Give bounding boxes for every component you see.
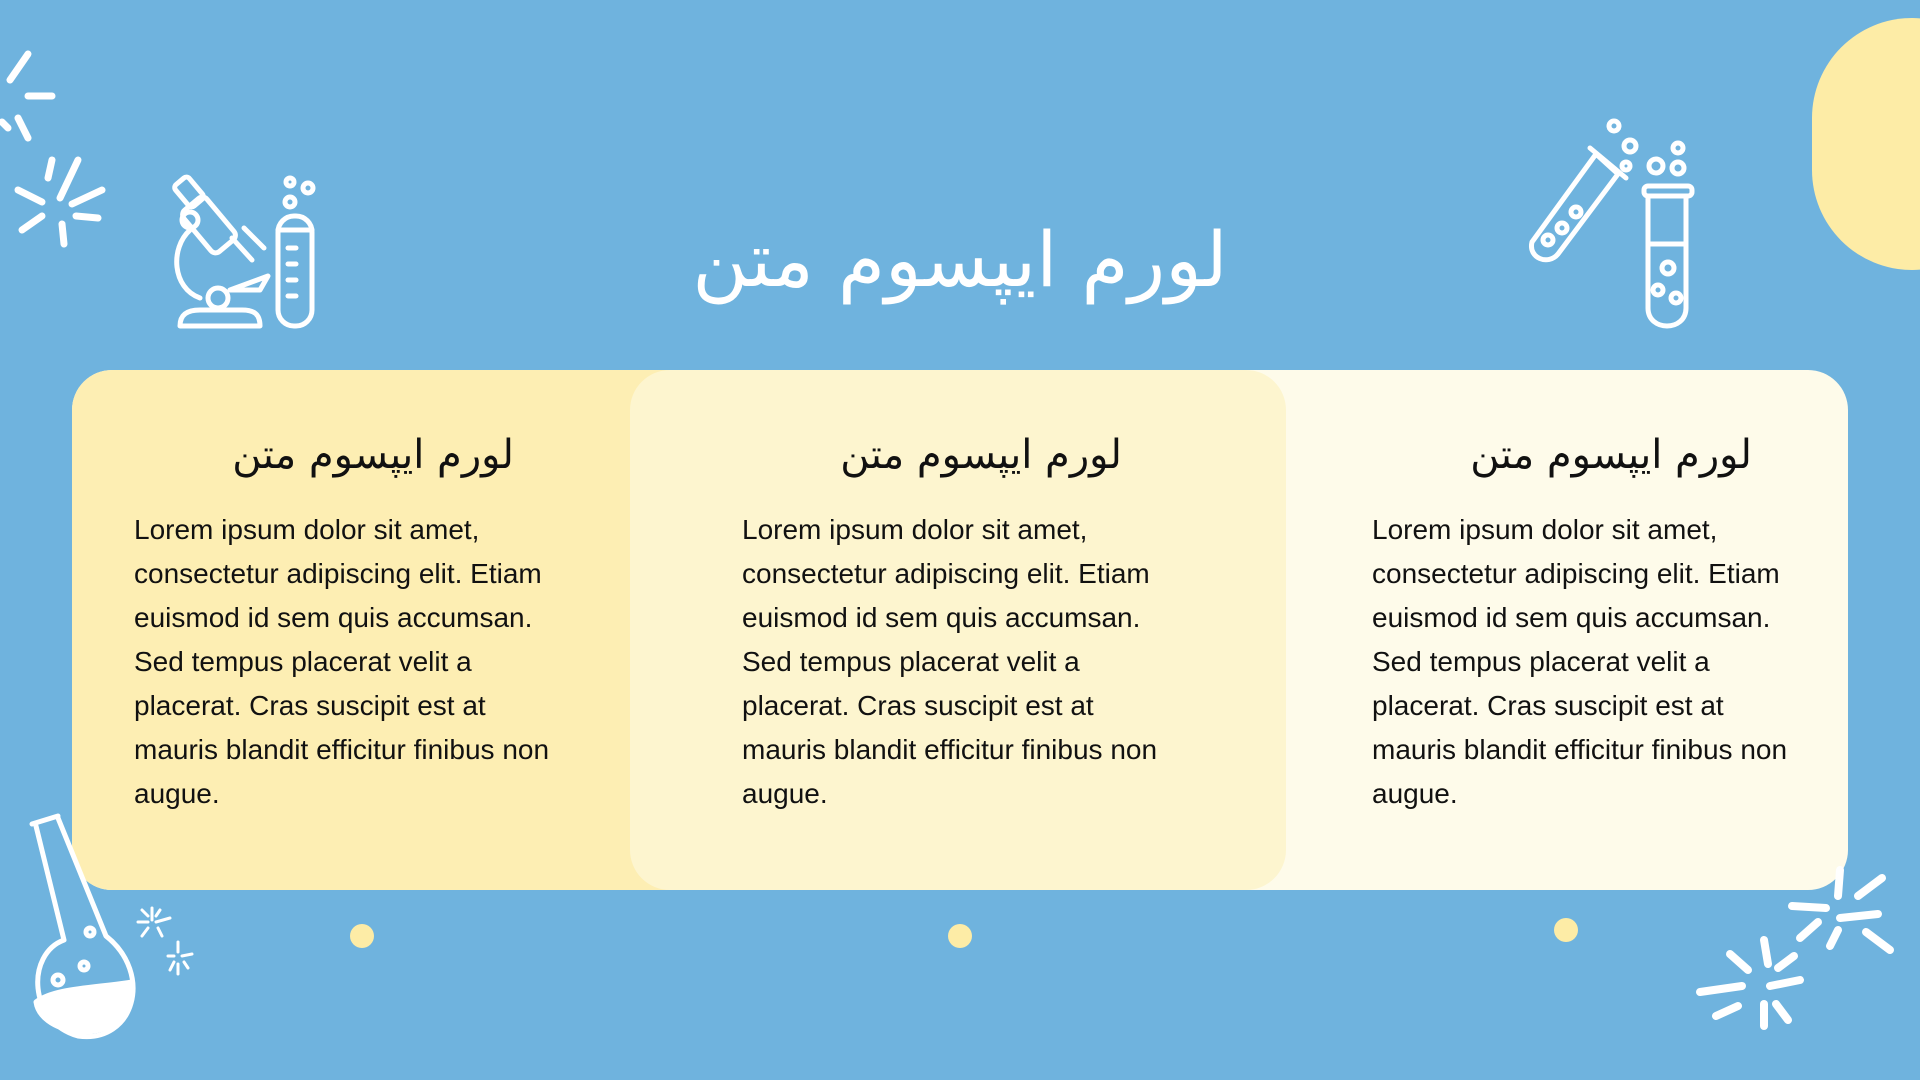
column-heading: لورم ایپسوم متن	[840, 432, 1122, 478]
dot-decoration	[948, 924, 972, 948]
column-left	[134, 430, 574, 816]
column-body: Lorem ipsum dolor sit amet, consectetur adipiscing elit. Etiam euismod id sem quis accumsan. Sed tempus placerat velit a placerat. Cras suscipit est at mauris blandit efficitur finibus non augue.	[742, 514, 1158, 809]
column-middle	[742, 430, 1182, 816]
column-body: Lorem ipsum dolor sit amet, consectetur adipiscing elit. Etiam euismod id sem quis accumsan. Sed tempus placerat velit a placerat. Cras suscipit est at mauris blandit efficitur finibus non augue.	[134, 514, 550, 809]
dot-decoration	[350, 924, 374, 948]
column-right	[1372, 430, 1812, 816]
column-heading: لورم ایپسوم متن	[1470, 432, 1752, 478]
column-heading: لورم ایپسوم متن	[232, 432, 514, 478]
sparkle-icon	[1690, 860, 1900, 1040]
sparkle-icon	[130, 900, 200, 980]
column-body: Lorem ipsum dolor sit amet, consectetur adipiscing elit. Etiam euismod id sem quis accumsan. Sed tempus placerat velit a placerat. Cras suscipit est at mauris blandit efficitur finibus non augue.	[1372, 514, 1788, 809]
slide-title: لورم ایپسوم متن	[692, 215, 1228, 304]
dot-decoration	[1554, 918, 1578, 942]
